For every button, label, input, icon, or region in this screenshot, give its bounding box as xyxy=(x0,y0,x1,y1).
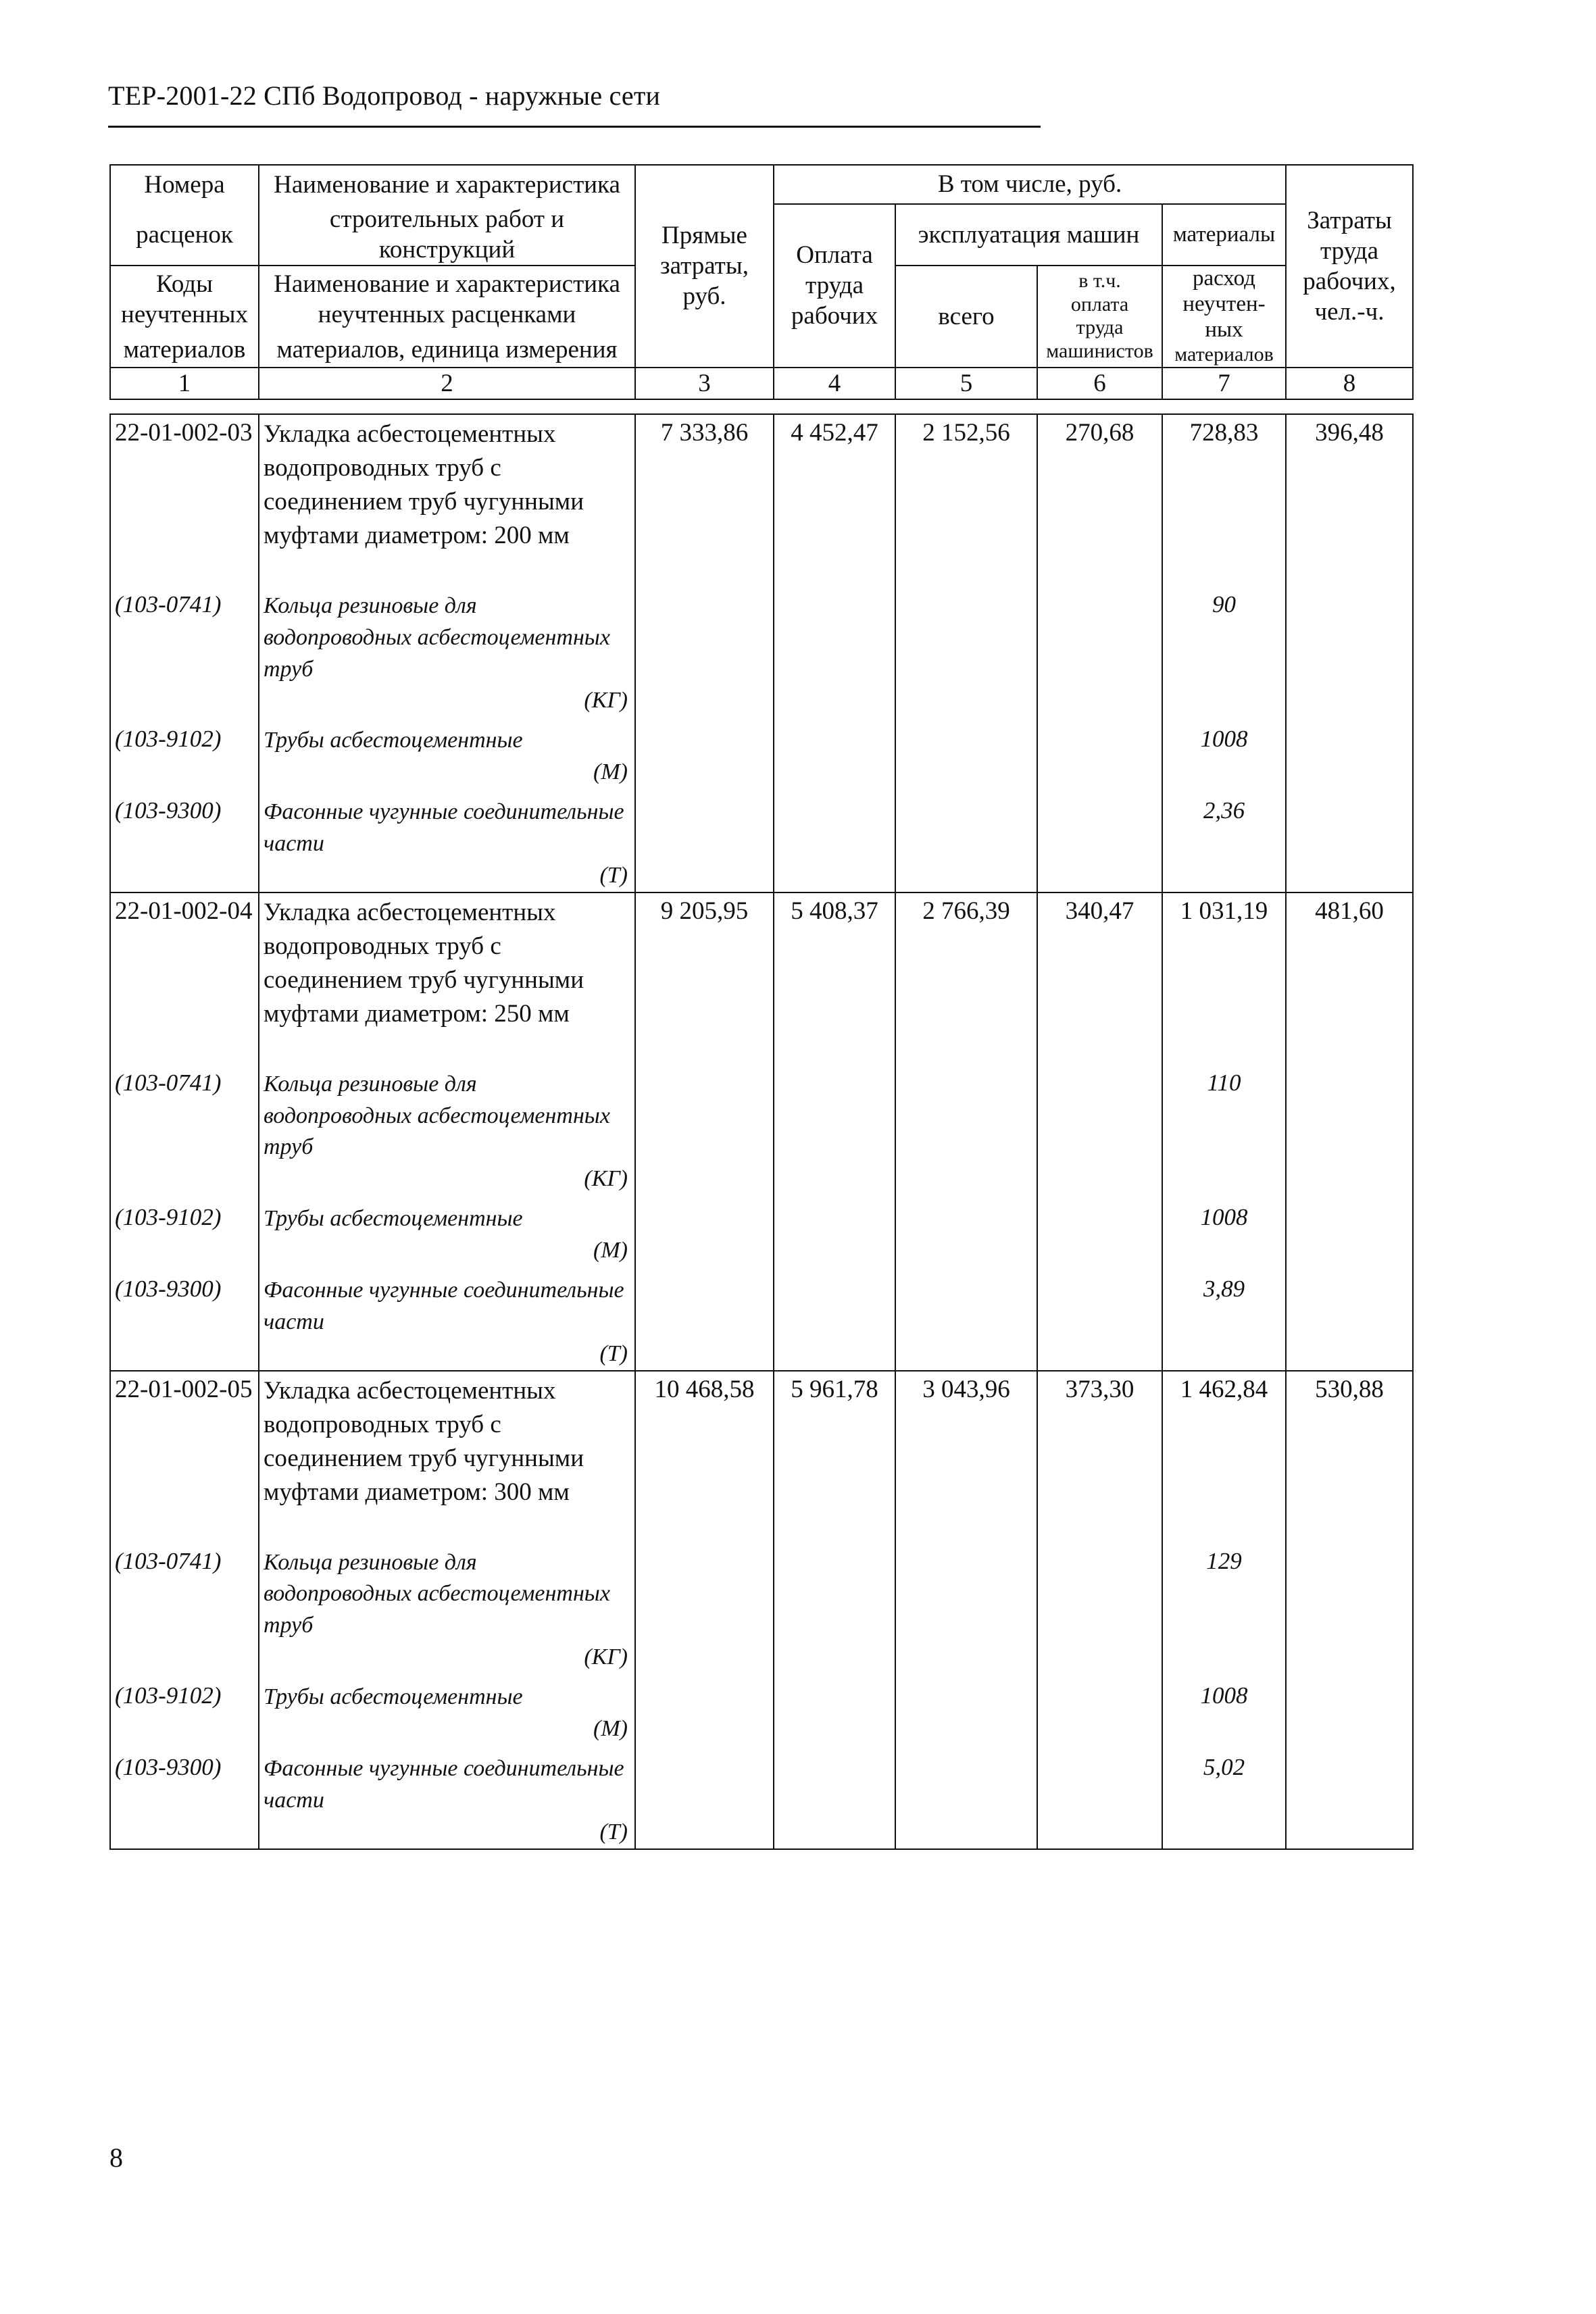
header-rule xyxy=(108,126,1041,128)
materials-cost: 1 031,19 xyxy=(1162,892,1286,1061)
material-name-text: Фасонные чугунные соединительные части xyxy=(264,1756,624,1813)
material-name-text: Фасонные чугунные соединительные части xyxy=(264,799,624,857)
empty-cell xyxy=(895,582,1037,718)
machinist-cost: 373,30 xyxy=(1037,1371,1162,1539)
material-unit: (Т) xyxy=(599,863,628,888)
empty-cell xyxy=(1037,1745,1162,1849)
header-text: Наименование и характеристика xyxy=(274,270,620,298)
material-qty: 2,36 xyxy=(1162,788,1286,892)
table-row xyxy=(110,1371,1413,1539)
empty-cell xyxy=(1037,1195,1162,1267)
header-col8 xyxy=(1286,165,1413,368)
rate-code: 22-01-002-04 xyxy=(110,892,259,1061)
material-name-text: Трубы асбестоцементные xyxy=(264,728,523,753)
empty-cell xyxy=(774,1195,895,1267)
rate-code: 22-01-002-05 xyxy=(110,1371,259,1539)
material-unit: (КГ) xyxy=(584,1644,628,1670)
empty-cell xyxy=(1286,717,1413,788)
material-row xyxy=(110,1061,1413,1196)
empty-cell xyxy=(774,717,895,788)
labor-hours: 396,48 xyxy=(1286,414,1413,582)
material-row xyxy=(110,788,1413,892)
empty-cell xyxy=(774,1539,895,1674)
material-unit: (КГ) xyxy=(584,688,628,713)
empty-cell xyxy=(895,1674,1037,1745)
header-col1-bottom xyxy=(110,266,259,332)
materials-cost: 1 462,84 xyxy=(1162,1371,1286,1539)
empty-cell xyxy=(774,1267,895,1371)
material-code: (103-9300) xyxy=(110,788,259,892)
header-col2-top xyxy=(259,165,635,204)
col-number: 4 xyxy=(774,368,895,399)
empty-cell xyxy=(774,582,895,718)
header-col3 xyxy=(635,165,774,368)
machinist-cost: 270,68 xyxy=(1037,414,1162,582)
work-name: Укладка асбестоцементных водопроводных труб с соединением труб чугунными муфтами диаметром: 200 мм xyxy=(259,414,635,582)
empty-cell xyxy=(635,1267,774,1371)
empty-cell xyxy=(774,1061,895,1196)
header-text: расход xyxy=(1193,266,1255,291)
material-name-text: Трубы асбестоцементные xyxy=(264,1684,523,1710)
header-text: ных xyxy=(1205,318,1243,343)
header-col7 xyxy=(1162,266,1286,367)
material-row xyxy=(110,1674,1413,1745)
empty-cell xyxy=(1286,1674,1413,1745)
header-text: рабочих xyxy=(791,302,878,330)
table-row xyxy=(110,892,1413,1061)
empty-cell xyxy=(895,788,1037,892)
work-name: Укладка асбестоцементных водопроводных труб с соединением труб чугунными муфтами диаметром: 300 мм xyxy=(259,1371,635,1539)
machine-cost: 2 766,39 xyxy=(895,892,1037,1061)
material-name xyxy=(259,1539,635,1674)
table-header xyxy=(109,164,1414,400)
material-row xyxy=(110,1267,1413,1371)
material-code: (103-9300) xyxy=(110,1745,259,1849)
header-col2-bottom xyxy=(259,266,635,332)
empty-cell xyxy=(774,1674,895,1745)
header-text: Прямые xyxy=(662,222,747,250)
materials-cost: 728,83 xyxy=(1162,414,1286,582)
header-text: труда xyxy=(1076,316,1124,339)
work-name: Укладка асбестоцементных водопроводных труб с соединением труб чугунными муфтами диаметром: 250 мм xyxy=(259,892,635,1061)
page-header: ТЕР-2001-22 СПб Водопровод - наружные сети xyxy=(108,80,661,111)
header-col2-top-b xyxy=(259,204,635,266)
header-col2-bottom-b xyxy=(259,332,635,368)
material-unit: (М) xyxy=(593,1238,628,1263)
header-text: Наименование и характеристика xyxy=(274,170,620,199)
material-unit: (М) xyxy=(593,759,628,785)
empty-cell xyxy=(1037,1539,1162,1674)
header-group: В том числе, руб. xyxy=(774,165,1286,204)
rate-code: 22-01-002-03 xyxy=(110,414,259,582)
header-text: неучтенных xyxy=(121,300,248,328)
material-name xyxy=(259,1267,635,1371)
labor-hours: 481,60 xyxy=(1286,892,1413,1061)
labor-hours: 530,88 xyxy=(1286,1371,1413,1539)
header-text: машинистов xyxy=(1046,339,1153,362)
empty-cell xyxy=(895,1267,1037,1371)
material-code: (103-0741) xyxy=(110,1539,259,1674)
header-text: материалов xyxy=(123,335,246,363)
material-code: (103-9300) xyxy=(110,1267,259,1371)
material-code: (103-0741) xyxy=(110,1061,259,1196)
material-unit: (М) xyxy=(593,1716,628,1742)
material-qty: 1008 xyxy=(1162,1195,1286,1267)
empty-cell xyxy=(1037,1267,1162,1371)
header-text: оплата xyxy=(1070,293,1129,316)
direct-cost: 9 205,95 xyxy=(635,892,774,1061)
empty-cell xyxy=(1286,1195,1413,1267)
empty-cell xyxy=(1286,1745,1413,1849)
col-number: 6 xyxy=(1037,368,1162,399)
material-code: (103-0741) xyxy=(110,582,259,718)
empty-cell xyxy=(635,1061,774,1196)
material-row xyxy=(110,717,1413,788)
header-text: Оплата xyxy=(796,241,873,270)
header-text: материалов, единица измерения xyxy=(276,335,618,363)
header-text: неучтен- xyxy=(1182,292,1266,317)
empty-cell xyxy=(895,1745,1037,1849)
empty-cell xyxy=(1286,582,1413,718)
empty-cell xyxy=(1037,788,1162,892)
col-number: 8 xyxy=(1286,368,1413,399)
labor-cost: 5 961,78 xyxy=(774,1371,895,1539)
machine-cost: 2 152,56 xyxy=(895,414,1037,582)
machine-cost: 3 043,96 xyxy=(895,1371,1037,1539)
header-text: труда xyxy=(805,272,864,300)
material-row xyxy=(110,582,1413,718)
material-name xyxy=(259,1195,635,1267)
header-text: рабочих, xyxy=(1303,267,1396,295)
empty-cell xyxy=(1037,717,1162,788)
header-text: чел.-ч. xyxy=(1314,297,1385,326)
material-code: (103-9102) xyxy=(110,1674,259,1745)
material-row xyxy=(110,1539,1413,1674)
header-col5: всего xyxy=(895,266,1037,367)
empty-cell xyxy=(1037,1674,1162,1745)
material-name xyxy=(259,788,635,892)
col-number: 7 xyxy=(1162,368,1286,399)
header-text: затраты, xyxy=(660,252,749,280)
material-code: (103-9102) xyxy=(110,1195,259,1267)
direct-cost: 7 333,86 xyxy=(635,414,774,582)
material-code: (103-9102) xyxy=(110,717,259,788)
empty-cell xyxy=(1037,582,1162,718)
header-col6 xyxy=(1037,266,1162,367)
header-text: в т.ч. xyxy=(1078,270,1121,293)
material-name xyxy=(259,1061,635,1196)
header-col4 xyxy=(774,204,895,368)
col-number: 2 xyxy=(259,368,635,399)
material-name-text: Кольца резиновые для водопроводных асбестоцементных труб xyxy=(264,593,610,682)
material-name-text: Трубы асбестоцементные xyxy=(264,1206,523,1232)
empty-cell xyxy=(774,788,895,892)
material-qty: 129 xyxy=(1162,1539,1286,1674)
col-number: 5 xyxy=(895,368,1037,399)
empty-cell xyxy=(635,1745,774,1849)
empty-cell xyxy=(635,582,774,718)
material-name-text: Фасонные чугунные соединительные части xyxy=(264,1278,624,1334)
empty-cell xyxy=(895,1539,1037,1674)
empty-cell xyxy=(635,1674,774,1745)
header-machines: эксплуатация машин xyxy=(895,204,1162,266)
material-name xyxy=(259,1674,635,1745)
labor-cost: 5 408,37 xyxy=(774,892,895,1061)
material-unit: (Т) xyxy=(599,1340,628,1366)
material-name-text: Кольца резиновые для водопроводных асбестоцементных труб xyxy=(264,1071,610,1160)
labor-cost: 4 452,47 xyxy=(774,414,895,582)
table-row xyxy=(110,414,1413,582)
empty-cell xyxy=(635,1539,774,1674)
machinist-cost: 340,47 xyxy=(1037,892,1162,1061)
header-text: строительных работ и конструкций xyxy=(329,205,565,264)
header-text: неучтенных расценками xyxy=(318,300,576,328)
material-row xyxy=(110,1195,1413,1267)
header-col1-bottom-b xyxy=(110,332,259,368)
empty-cell xyxy=(774,1745,895,1849)
material-qty: 3,89 xyxy=(1162,1267,1286,1371)
page-number: 8 xyxy=(109,2142,123,2173)
empty-cell xyxy=(635,1195,774,1267)
material-row xyxy=(110,1745,1413,1849)
empty-cell xyxy=(1286,1539,1413,1674)
material-name xyxy=(259,1745,635,1849)
header-materials: материалы xyxy=(1162,204,1286,266)
material-name xyxy=(259,582,635,718)
header-text: расценок xyxy=(136,220,233,249)
header-text: Затраты xyxy=(1307,206,1392,234)
material-qty: 1008 xyxy=(1162,1674,1286,1745)
header-text: труда xyxy=(1320,236,1379,265)
material-name-text: Кольца резиновые для водопроводных асбестоцементных труб xyxy=(264,1549,610,1638)
header-text: Коды xyxy=(156,270,213,298)
material-qty: 90 xyxy=(1162,582,1286,718)
material-unit: (КГ) xyxy=(584,1166,628,1192)
material-qty: 5,02 xyxy=(1162,1745,1286,1849)
material-qty: 1008 xyxy=(1162,717,1286,788)
empty-cell xyxy=(895,1061,1037,1196)
header-col1-top xyxy=(110,165,259,204)
header-text: материалов xyxy=(1174,343,1274,366)
empty-cell xyxy=(1286,1061,1413,1196)
empty-cell xyxy=(635,788,774,892)
material-name xyxy=(259,717,635,788)
direct-cost: 10 468,58 xyxy=(635,1371,774,1539)
col-number: 1 xyxy=(110,368,259,399)
header-text: руб. xyxy=(682,282,726,311)
table-body xyxy=(109,413,1414,1850)
empty-cell xyxy=(635,717,774,788)
empty-cell xyxy=(1286,788,1413,892)
empty-cell xyxy=(895,1195,1037,1267)
material-unit: (Т) xyxy=(599,1819,628,1844)
empty-cell xyxy=(1037,1061,1162,1196)
empty-cell xyxy=(1286,1267,1413,1371)
empty-cell xyxy=(895,717,1037,788)
header-text: Номера xyxy=(144,170,225,199)
material-qty: 110 xyxy=(1162,1061,1286,1196)
header-col1-top-b xyxy=(110,204,259,266)
col-number: 3 xyxy=(635,368,774,399)
